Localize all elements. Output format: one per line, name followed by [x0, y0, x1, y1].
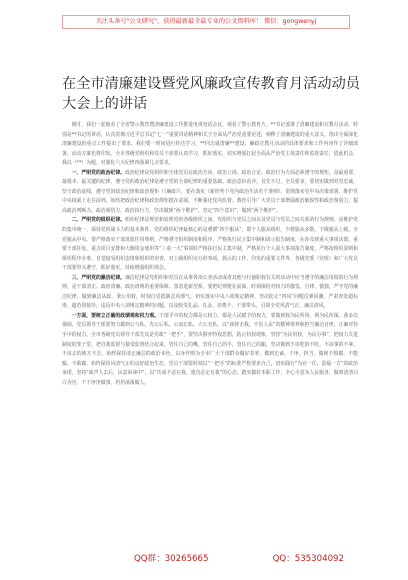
footer-contact — [62, 551, 346, 565]
paragraph — [62, 312, 358, 388]
document-body — [62, 121, 358, 526]
document-title: 在全市清廉建设暨党风廉政宣传教育月活动动员大会上的讲话 — [62, 75, 360, 112]
paragraph-text: 政治纪律是党组织和全体党员在政治方向、政治立场、政治言论、政治行为方面必须遵守的规矩，是最重要、最根本、最关键的纪律，遵守党的政治纪律是遵守党的全部纪律的重要基础。政治意识看齐，首先不讨，全员要求，要切实做到对党忠诚，坚守政治底线，遵守党的政治纪律和政治规矩（《廉政》），要在落实《新形势下党内政治生活若干准则》、贯彻落实党中央决策部署、维护党中央权威上走在前列。始终把政治纪律和政治规矩挺在前面，不断强化党内监督。教育引导广大党员干部增强政治敏锐性和政治鉴别力，提高政治判断力、政治领悟力、政治执行力，坚决做到“两个维护”，坚定“四个意识”，做到“两个维护”。 — [62, 169, 358, 214]
section-heading: 二、严明党的组织纪律。 — [71, 217, 126, 224]
paragraph — [62, 274, 358, 312]
qq-contact-text: QQ：535304092 — [272, 554, 344, 564]
section-heading: 三、严明党的廉洁纪律。 — [71, 274, 126, 281]
header-banner: 关注头条号"公文研究"，获得最新最全最专业的公文资料库！ 微信：gongwenyj — [62, 15, 350, 29]
paragraph-text: 廉洁纪律是党组织和党员在从事各项公务活动或者其他与行使职权有关的活动中应当遵守的廉洁用权的行为规则，是干部清正、政府清廉、政治清明的重要保障。黑恶进新型系，要把纪律挺在前面，时刻保持对权力的敬畏、自律、慎独，严守党的廉洁纪律，做到廉洁从政、秉公用权，时刻自觉抵制歪风邪气，切实落实中央八项规定精神，坚决防止“四风”问题反弹回潮，严肃查处超标准、超范围接待，违反中央八项规定精神的问题，以及收受礼品、礼金、消费卡，干部带头，引领全党风清气正、廉洁清风。 — [62, 274, 358, 310]
paragraph — [62, 169, 358, 217]
section-heading: 一方面，要树立正确的政绩观和权力观。 — [71, 312, 160, 319]
paragraph-text: 干部手中的权力都是公权力，都是人民赋予的权力，要做到权为民所用，利为民所谋。我多次强调，党员领导干部要努力做到公与私、先公后私、公而忘私、大公无私，以“我将无我，不负人民”的精神境界和担当廉洁自律，正确对待手中的权力，全市各级党员领导干部尤其是党政“一把手”，要坚决摒弃特权思想，防止特权现象，坚持“为民用权，为民办事”，把权力关进制度的笼子里，把自我监督与接受监督结合起来，管住自己的嘴，管住自己的手，管住自己的腿，坚决做到不该吃的不吃、不该拿的不拿、不该去的地方不去，始终保持清正廉洁的政治本色，以身作则为全市广大干部群众做好表率，做到忠诚、干净、担当。做到不想腐、不能腐、不敢腐，始终保持风清气正的良好政治生态。党员干部要时刻以“一把手”的标准严格要求自己，切实践行“为官一任，造福一方”的政治承诺，坚持“政声人去后，民意闲谈中”，以“功成不必在我，建功必定有我”的心态，踏实做好本职工作，全心全意为人民服务，做到清清白白为官，干干净净做事，坦坦荡荡做人。 — [62, 312, 358, 386]
paragraph — [62, 216, 358, 273]
section-heading: 一、严明党的政治纪律。 — [71, 169, 126, 176]
paragraph — [62, 121, 358, 169]
paragraph-text: 刚才，我们一起收看了全省警示教育暨清廉建设工作推进电视电话会议，观看了警示教育片。**书记部署了清廉建设和宣教月活动，特别是**书记的讲话，认真贯彻习近平总书记“七一”重要讲话精神和关于全面从严治党重要论述，阐释了清廉建设的重大意义，指出全面深化清廉建设的重点工作提出了要求，我们要一时间进行传达学习，**同志就清廉**建设、廉政宣教月活动的具体要求和工作内容作了详细部署。活动方案也将印发。全市各级党组织和党员干部要认真学习，抓好落实，切实增强扛起全面从严治党主体责任和监督责任，借此机会，我以（**）为题，对强化六大纪律再强调几点要求。 — [62, 122, 358, 167]
qq-group-text: QQ群：30265665 — [134, 554, 209, 564]
paragraph-text: 组织纪律是规范和处理党的各级组织之间、党组织与党员之间以及党员与党员之间关系的行为规则，是维护党的集中统一、保持党的战斗力的基本条件。党的组织纪律最核心的是遵循“四个服从”，即个人服从组织，少数服从多数，下级服从上级，全党服从中央。要严格落实干部选拔任用规则，严格遵守组织制度和程序，严格执行民主集中制和请示报告制度，在涉及到重大事项决策、重要干部任免、重点项目安排和大额资金使用等“三重一大”事项时严格执行民主集中制，严格执行个人重大事项报告制度，严格按组织原则和组织程序办事，自觉接受组织安排和组织的审查，对上级组织交办的事项，抓示的工作，印发的重要文件等，各级党委（党组）和广大党员干部要带头遵守，抓好落实，持续增强组织观念。 — [62, 217, 358, 272]
